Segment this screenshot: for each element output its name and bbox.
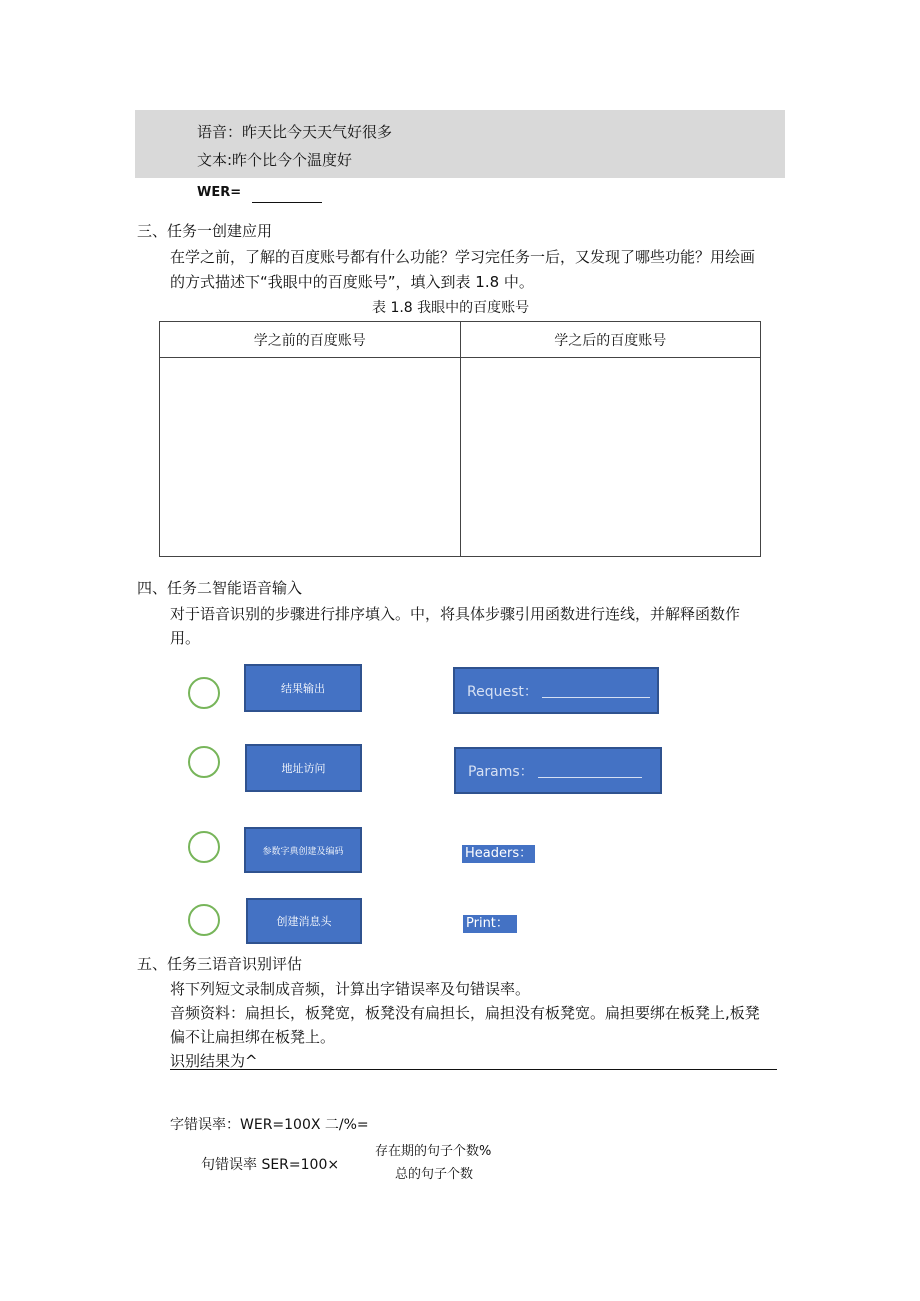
section5-heading: 五、任务三语音识别评估: [137, 955, 303, 973]
recognition-result-label: 识别结果为^: [170, 1052, 258, 1070]
wer-label: [197, 183, 322, 203]
function-box-params[interactable]: [454, 747, 662, 794]
baidu-account-table: [159, 321, 761, 557]
order-circle-2[interactable]: [188, 746, 220, 778]
text-line: 文本:昨个比今个温度好: [197, 151, 353, 169]
col-before-header: 学之前的百度账号: [160, 322, 461, 358]
step-box-address-access[interactable]: 地址访问: [245, 744, 362, 792]
order-circle-1[interactable]: [188, 677, 220, 709]
function-label-print[interactable]: Print：: [463, 915, 517, 933]
section5-line1: 将下列短文录制成音频，计算出字错误率及句错误率。: [170, 980, 531, 998]
wer-formula: 字错误率：WER=100X 二/%=: [170, 1117, 369, 1133]
col-after-header: 学之后的百度账号: [460, 322, 761, 358]
function-label-request: Request：: [467, 683, 538, 700]
wer-label-text: WER=: [197, 185, 242, 200]
function-label-params: Params：: [468, 763, 534, 780]
order-circle-4[interactable]: [188, 904, 220, 936]
recognition-result-line[interactable]: [170, 1069, 777, 1070]
section5-line2: 音频资料：扁担长，板凳宽，板凳没有扁担长，扁担没有板凳宽。扁担要绑在板凳上,板凳: [170, 1004, 760, 1022]
section4-line2: 用。: [170, 629, 201, 647]
step-box-create-header[interactable]: 创建消息头: [246, 898, 362, 944]
after-drawing-cell[interactable]: [460, 358, 761, 557]
before-drawing-cell[interactable]: [160, 358, 461, 557]
step-box-result-output[interactable]: 结果输出: [244, 664, 362, 712]
section5-line3: 偏不让扁担绑在板凳上。: [170, 1028, 336, 1046]
section3-heading: 三、任务一创建应用: [137, 222, 273, 240]
request-blank: [542, 683, 650, 698]
function-label-headers[interactable]: Headers：: [462, 845, 535, 863]
params-blank: [538, 763, 642, 778]
table-caption: 表 1.8 我眼中的百度账号: [372, 300, 530, 316]
section4-line1: 对于语音识别的步骤进行排序填入。中，将具体步骤引用函数进行连线，并解释函数作: [170, 605, 741, 623]
section3-line2: 的方式描述下“我眼中的百度账号”，填入到表 1.8 中。: [170, 273, 534, 291]
ser-numerator: 存在期的句子个数%: [375, 1144, 492, 1159]
step-box-param-dict[interactable]: 参数字典创建及编码: [244, 827, 362, 873]
ser-label: 句错误率 SER=100×: [201, 1157, 340, 1173]
order-circle-3[interactable]: [188, 831, 220, 863]
function-box-request[interactable]: [453, 667, 659, 714]
wer-blank[interactable]: [252, 202, 322, 203]
section3-line1: 在学之前，了解的百度账号都有什么功能？学习完任务一后，又发现了哪些功能？用绘画: [170, 248, 756, 266]
speech-line: 语音：昨天比今天天气好很多: [197, 123, 393, 141]
section4-heading: 四、任务二智能语音输入: [137, 579, 303, 597]
ser-denominator: 总的句子个数: [395, 1167, 474, 1182]
